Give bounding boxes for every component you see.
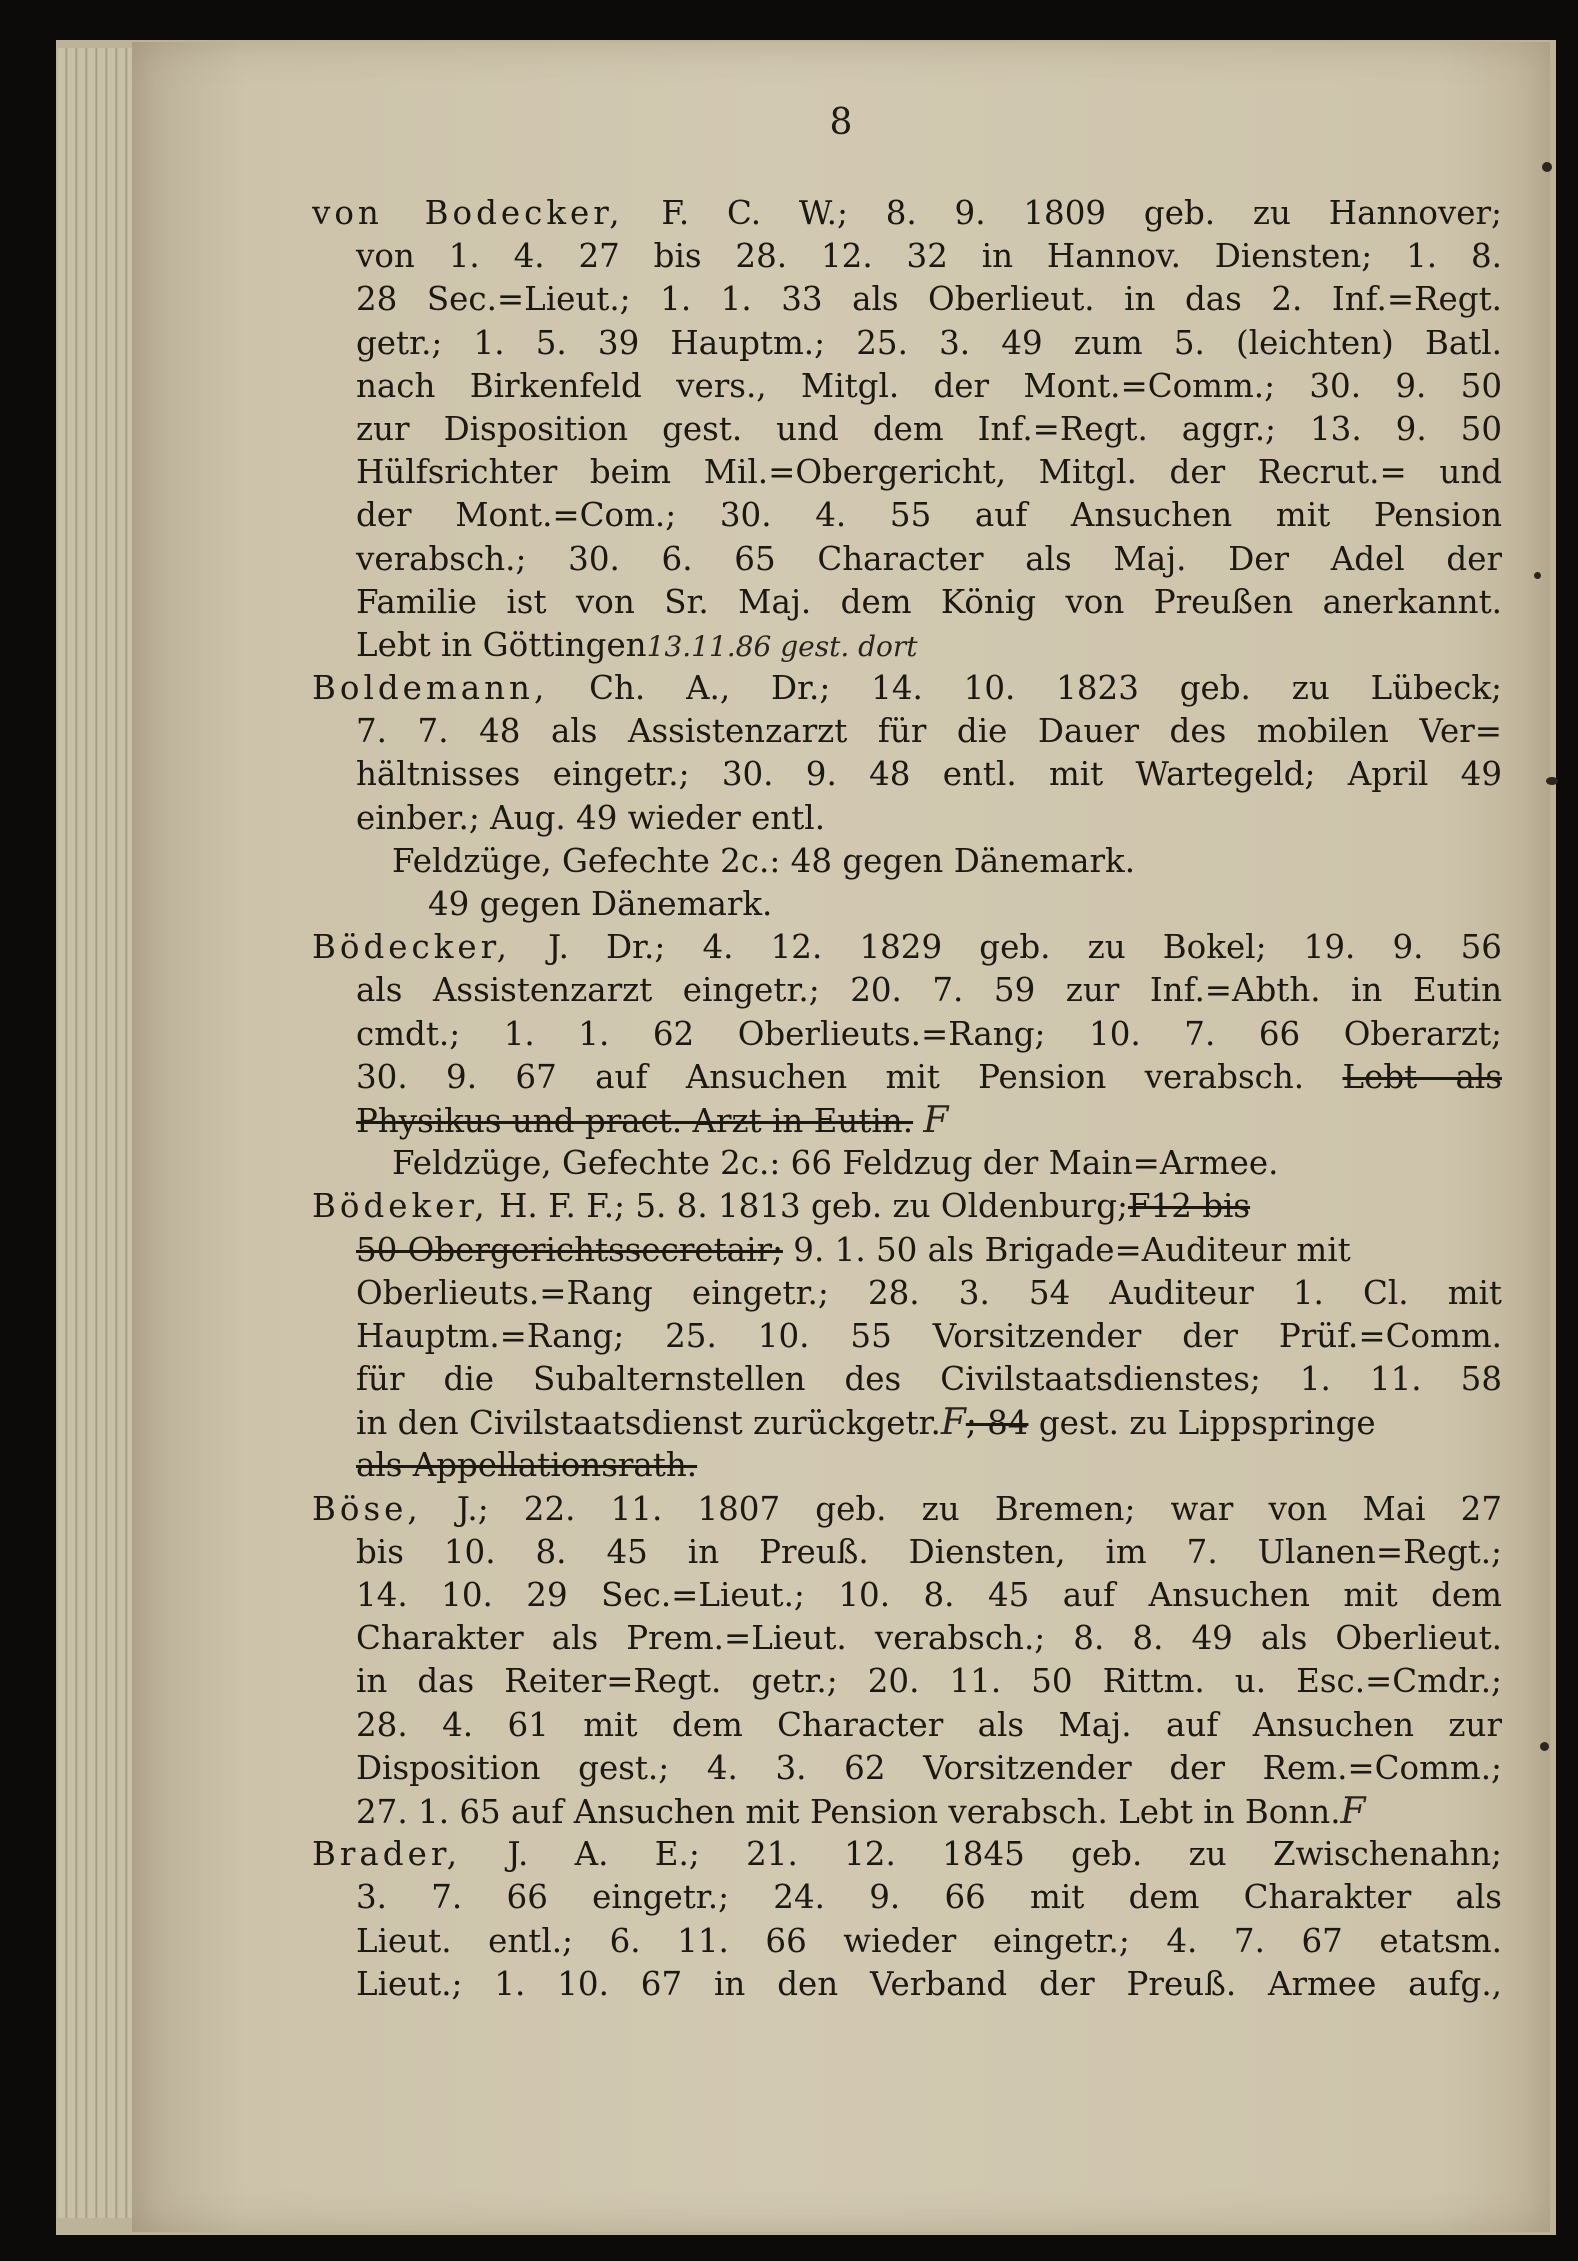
entry-line: Boldemann, Ch. A., Dr.; 14. 10. 1823 geb. zu Lübeck; (312, 669, 1502, 708)
entry-line: für die Subalternstellen des Civilstaatsdienstes; 1. 11. 58 (356, 1360, 1502, 1399)
entry-line: verabsch.; 30. 6. 65 Character als Maj. Der Adel der (356, 539, 1502, 578)
page-number: 8 (829, 102, 853, 143)
handwritten-annotation: F (1340, 1790, 1366, 1832)
entry-line (312, 1444, 1502, 1487)
struck-text: ; 84 (965, 1404, 1029, 1443)
paper-speck (1546, 777, 1558, 785)
entry-line: bis 10. 8. 45 in Preuß. Diensten, im 7. Ulanen=Regt.; (356, 1532, 1502, 1571)
entry-name: Boldemann, (312, 669, 549, 708)
entry-line: von 1. 4. 27 bis 28. 12. 32 in Hannov. Diensten; 1. 8. (356, 237, 1502, 276)
entry-line: 27. 1. 65 auf Ansuchen mit Pension verabsch. Lebt in Bonn.F (356, 1790, 1366, 1832)
struck-text: Physikus und pract. Arzt in Eutin. (356, 1101, 914, 1140)
entry-line: der Mont.=Com.; 30. 4. 55 auf Ansuchen mit Pension (356, 496, 1502, 535)
entry-line: Feldzüge, Gefechte 2c.: 66 Feldzug der Main=Armee. (392, 1144, 1279, 1183)
entry-name: von Bodecker, (312, 194, 624, 232)
entry-line: einber.; Aug. 49 wieder entl. (356, 798, 826, 837)
struck-text: als Appellationsrath. (356, 1446, 698, 1485)
entry-line: 28. 4. 61 mit dem Character als Maj. auf Ansuchen zur (356, 1705, 1502, 1744)
entry-line: Lebt in Göttingen13.11.86 gest. dort (356, 625, 918, 664)
entry-line: cmdt.; 1. 1. 62 Oberlieuts.=Rang; 10. 7. 66 Oberarzt; (356, 1014, 1502, 1053)
entry-line: 50 Obergerichtssecretair; 9. 1. 50 als Brigade=Auditeur mit (356, 1230, 1351, 1269)
entry-line: Bödecker, J. Dr.; 4. 12. 1829 geb. zu Bokel; 19. 9. 56 (312, 928, 1502, 967)
entry-line: als Assistenzarzt eingetr.; 20. 7. 59 zur Inf.=Abth. in Eutin (356, 971, 1502, 1010)
entry-name: Brader, (312, 1835, 462, 1874)
entry-line: Oberlieuts.=Rang eingetr.; 28. 3. 54 Auditeur 1. Cl. mit (356, 1273, 1502, 1312)
entry-line: 3. 7. 66 eingetr.; 24. 9. 66 mit dem Charakter als (356, 1878, 1502, 1917)
entry-line: in das Reiter=Regt. getr.; 20. 11. 50 Rittm. u. Esc.=Cmdr.; (356, 1662, 1502, 1701)
paper-speck (1534, 572, 1541, 579)
entry-line: hältnisses eingetr.; 30. 9. 48 entl. mit Wartegeld; April 49 (356, 755, 1502, 794)
paper-speck (1540, 1742, 1549, 1751)
entry-line: Lieut.; 1. 10. 67 in den Verband der Preuß. Armee aufg., (356, 1964, 1502, 2003)
entry-line: Bödeker, H. F. F.; 5. 8. 1813 geb. zu Oldenburg;F12 bis (312, 1187, 1251, 1226)
entry-line: Lieut. entl.; 6. 11. 66 wieder eingetr.; 4. 7. 67 etatsm. (356, 1921, 1502, 1960)
entry-line: Charakter als Prem.=Lieut. verabsch.; 8. 8. 49 als Oberlieut. (356, 1619, 1502, 1658)
entry-name: Bödeker, (312, 1187, 489, 1226)
entry-line: 30. 9. 67 auf Ansuchen mit Pension verabsch. Lebt als (356, 1057, 1502, 1096)
paper-speck (1542, 162, 1552, 172)
struck-text: 50 Obergerichtssecretair; (356, 1230, 783, 1269)
entry-name: Böse, (312, 1489, 422, 1528)
entry-line: zur Disposition gest. und dem Inf.=Regt. aggr.; 13. 9. 50 (356, 409, 1502, 448)
entry-line: 7. 7. 48 als Assistenzarzt für die Dauer des mobilen Ver= (356, 712, 1502, 751)
entry-line (312, 1099, 1502, 1142)
entry-line: getr.; 1. 5. 39 Hauptm.; 25. 3. 49 zum 5. (leichten) Batl. (356, 323, 1502, 362)
entry-line: 49 gegen Dänemark. (428, 885, 773, 923)
entry-line: nach Birkenfeld vers., Mitgl. der Mont.=Comm.; 30. 9. 50 (356, 366, 1502, 405)
entry-line: Böse, J.; 22. 11. 1807 geb. zu Bremen; war von Mai 27 (312, 1489, 1502, 1528)
entry-line: 28 Sec.=Lieut.; 1. 1. 33 als Oberlieut. in das 2. Inf.=Regt. (356, 280, 1502, 319)
page-edges (58, 48, 138, 2218)
entry-line: Hülfsrichter beim Mil.=Obergericht, Mitgl. der Recrut.= und (356, 453, 1502, 492)
entry-line: in den Civilstaatsdienst zurückgetr.F; 84 gest. zu Lippspringe (356, 1402, 1376, 1444)
entry-line: von Bodecker, F. C. W.; 8. 9. 1809 geb. zu Hannover; (312, 194, 1502, 232)
entry-line: Familie ist von Sr. Maj. dem König von Preußen anerkannt. (356, 582, 1502, 621)
entry-line: Brader, J. A. E.; 21. 12. 1845 geb. zu Zwischenahn; (312, 1835, 1502, 1874)
entry-line: 14. 10. 29 Sec.=Lieut.; 10. 8. 45 auf Ansuchen mit dem (356, 1576, 1502, 1614)
handwritten-annotation: 13.11.86 gest. dort (646, 629, 918, 663)
struck-text: Lebt als (1342, 1057, 1502, 1096)
entry-line: Feldzüge, Gefechte 2c.: 48 gegen Dänemark. (392, 841, 1136, 880)
struck-text: F12 bis (1127, 1187, 1251, 1226)
book-page (132, 42, 1550, 2232)
entry-line: Disposition gest.; 4. 3. 62 Vorsitzender der Rem.=Comm.; (356, 1748, 1502, 1787)
text-block (312, 192, 1502, 2006)
entry-name: Bödecker, (312, 928, 511, 967)
handwritten-annotation: F (940, 1402, 966, 1444)
entry-line: Hauptm.=Rang; 25. 10. 55 Vorsitzender der Prüf.=Comm. (356, 1316, 1502, 1355)
handwritten-annotation: F (923, 1099, 949, 1141)
